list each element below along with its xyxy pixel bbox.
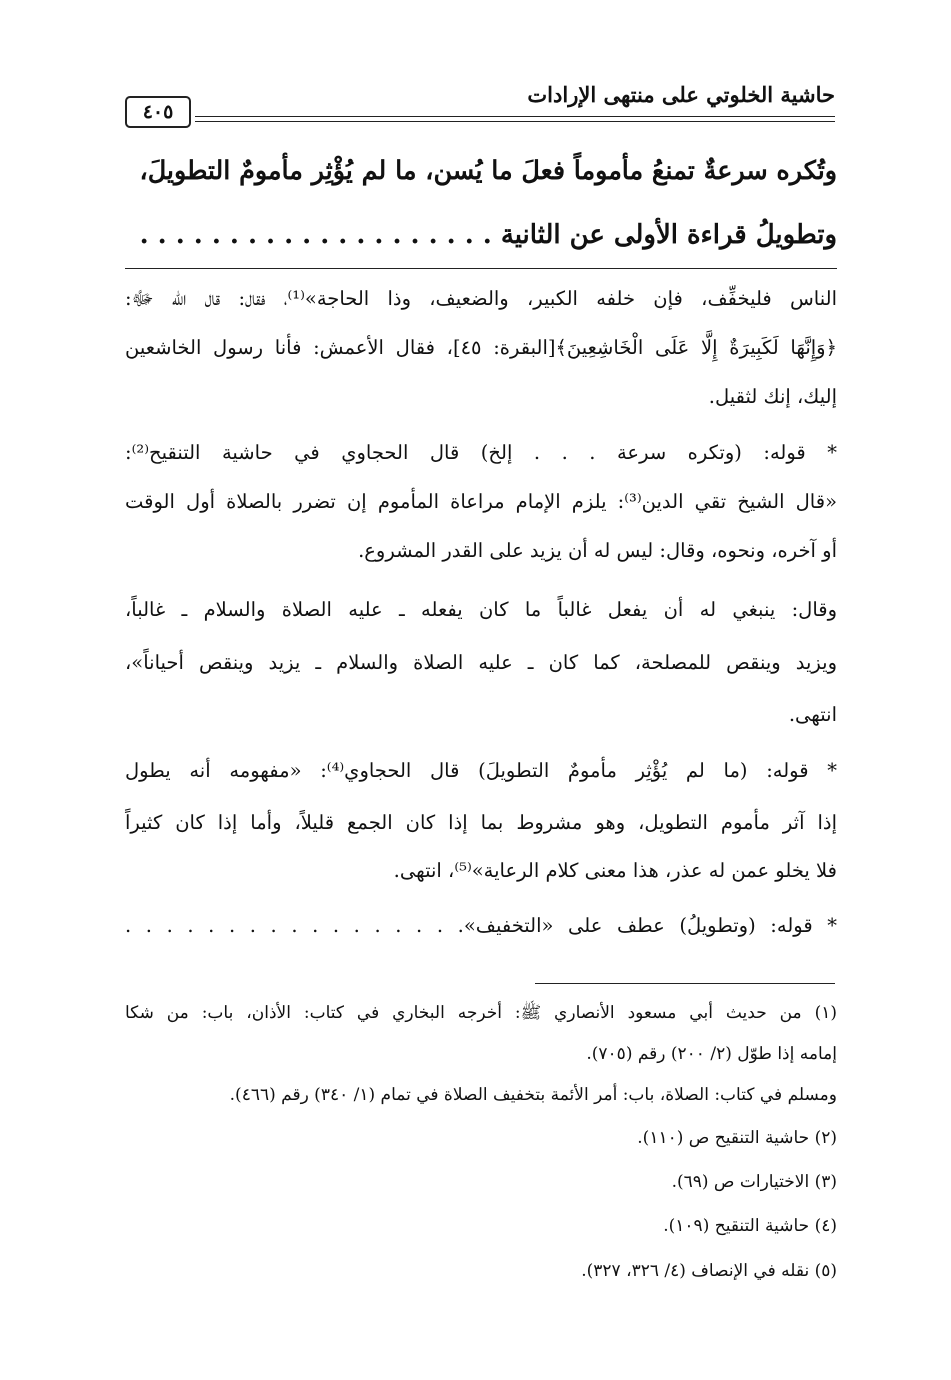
page-number: ٤٠٥ [125, 96, 191, 128]
body-line-11: إذا آثر مأموم التطويل، وهو مشروط بما إذا كان الجمع قليلاً، وأما إذا كان كثيراً [125, 811, 837, 834]
header-rule [195, 116, 835, 122]
footnote-4: (٤) حاشية التنقيح (١٠٩). [663, 1216, 837, 1236]
matn-line-1: وتُكره سرعةٌ تمنعُ مأموماً فعلَ ما يُسن، ما لم يُؤْثِر مأمومٌ التطويلَ، [139, 155, 837, 185]
body-line-5: «قال الشيخ تقي الدين⁽³⁾: يلزم الإمام مراعاة المأموم إن تضرر بالصلاة أول الوقت [125, 490, 838, 513]
body-line-7: وقال: ينبغي له أن يفعل غالباً ما كان يفعله ـ عليه الصلاة والسلام ـ غالباً، [125, 598, 837, 621]
footnote-1-line-3: ومسلم في كتاب: الصلاة، باب: أمر الأئمة بتخفيف الصلاة في تمام (١/ ٣٤٠) رقم (٤٦٦). [229, 1085, 837, 1105]
body-line-1: الناس فليخفِّف، فإن خلفه الكبير، والضعيف، وذا الحاجة»⁽¹⁾، فقال: قال الله ﷻ: [125, 287, 837, 310]
footnote-2: (٢) حاشية التنقيح ص (١١٠). [637, 1128, 837, 1148]
body-line-6: أو آخره، ونحوه، وقال: ليس له أن يزيد على القدر المشروع. [358, 539, 837, 562]
footnote-3: (٣) الاختيارات ص (٦٩). [671, 1172, 837, 1192]
body-line-9: انتهى. [788, 703, 837, 726]
running-title: حاشية الخلوتي على منتهى الإرادات [527, 82, 835, 107]
body-line-4: * قوله: (وتكره سرعة . . . إلخ) قال الحجاوي في حاشية التنقيح⁽²⁾: [125, 441, 837, 464]
footnote-separator [535, 983, 835, 984]
matn-separator [125, 268, 837, 269]
page-header [125, 82, 835, 126]
matn-line-2: وتطويلُ قراءة الأولى عن الثانية . . . . . . . . . . . . . . . . . . . . [139, 220, 837, 250]
body-line-8: ويزيد وينقص للمصلحة، كما كان ـ عليه الصلاة والسلام ـ يزيد وينقص أحياناً»، [125, 651, 837, 674]
body-line-10: * قوله: (ما لم يُؤْثِر مأمومٌ التطويلَ) قال الحجاوي⁽⁴⁾: «مفهومه أنه يطول [125, 759, 837, 782]
footnote-5: (٥) نقله في الإنصاف (٤/ ٣٢٦، ٣٢٧). [581, 1261, 837, 1281]
body-line-12: فلا يخلو عمن له عذر، هذا معنى كلام الرعاية»⁽⁵⁾، انتهى. [393, 859, 837, 882]
body-line-3: إليك، إنك لثقيل. [708, 385, 837, 408]
footnote-1-line-1: (١) من حديث أبي مسعود الأنصاري ﷺ: أخرجه البخاري في كتاب: الأذان، باب: من شكا [125, 1003, 837, 1023]
body-line-2: ﴿وَإِنَّهَا لَكَبِيرَةٌ إِلَّا عَلَى الْخَاشِعِينَ﴾[البقرة: ٤٥]، فقال الأعمش: فأنا رسول الخاشعين [125, 336, 838, 359]
footnote-1-line-2: إمامه إذا طوّل (٢/ ٢٠٠) رقم (٧٠٥). [586, 1044, 837, 1064]
body-line-13: * قوله: (وتطويلُ) عطف على «التخفيف». . . . . . . . . . . . . . . . . [125, 914, 837, 937]
